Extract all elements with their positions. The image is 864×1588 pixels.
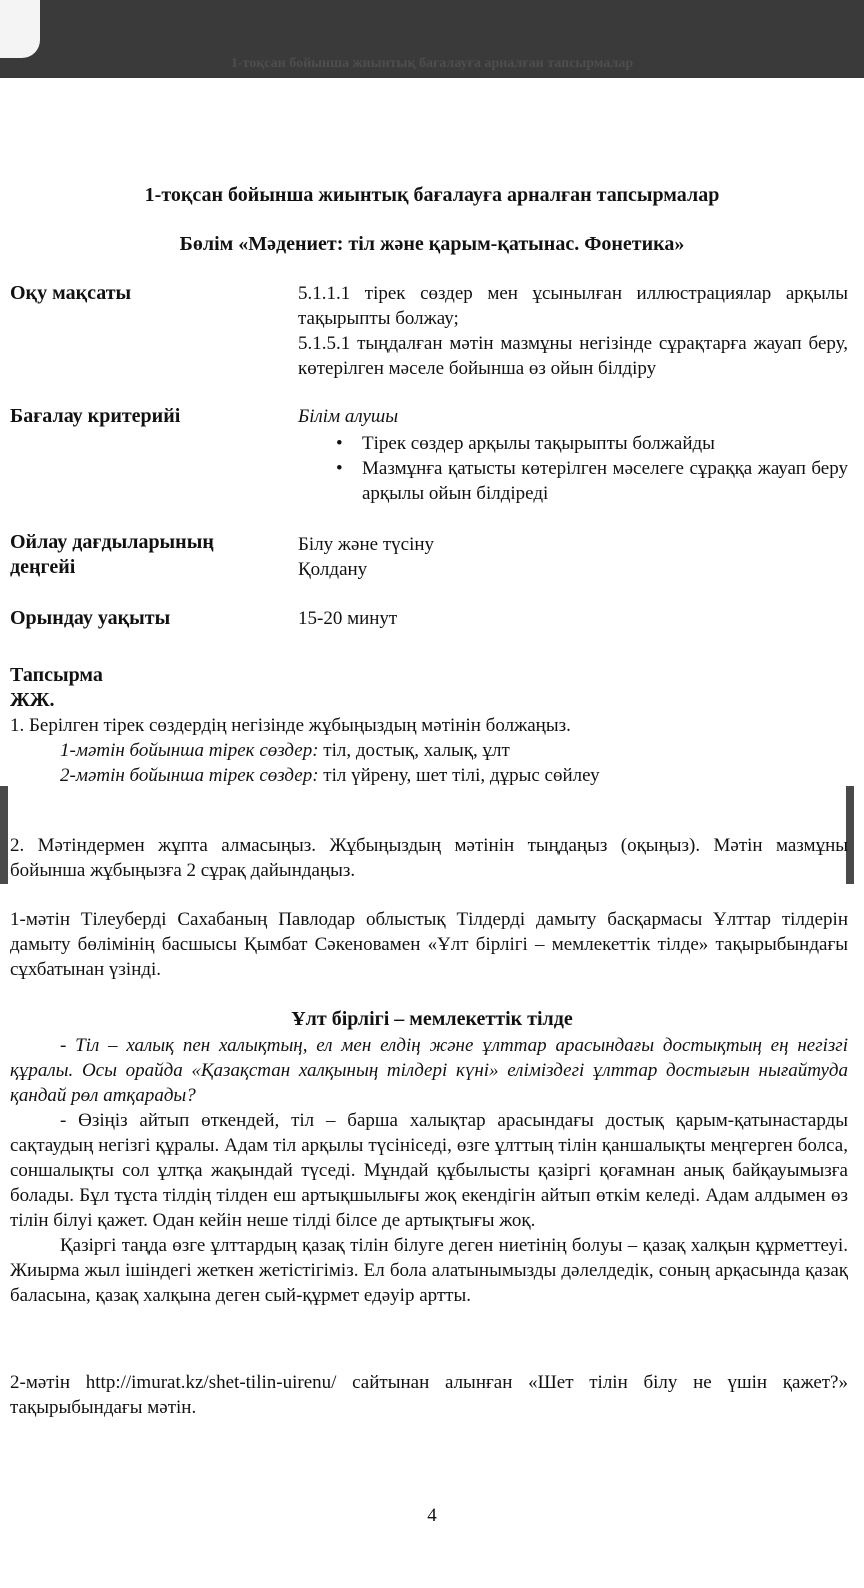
running-header: 1-тоқсан бойынша жиынтық бағалауға арналған тапсырмалар [230,56,634,71]
time-label: Орындау уақыты [10,607,171,629]
section-title: Бөлім «Мәдениет: тіл және қарым-қатынас. Фонетика» [179,233,685,255]
text2-keywords-label: 2-мәтін бойынша тірек сөздер: [60,765,319,786]
thinking-value-2: Қолдану [298,559,368,580]
text1-intro: 1-мәтін Тілеуберді Сахабаның Павлодар облыстық Тілдерді дамыту басқармасы Ұлттар тілдерін дамыту бөлімінің басшысы Қымбат Сәкеновамен «Ұлт бірлігі – мемлекеттік тілде» тақырыбындағы сұхбатынан үзінді. [10,909,848,980]
article-question: - Тіл – халық пен халықтың, ел мен елдің және ұлттар арасындағы достықтың ең негізгі құралы. Осы орайда «Қазақстан халқының тілдері күні» еліміздегі ұлттар достығын нығайтуда қандай рөл атқарады? [10,1035,848,1106]
viewer-corner-tab [0,0,40,58]
text1-keywords [10,738,848,763]
thinking-value [298,532,848,582]
goals-label: Оқу мақсаты [10,282,132,304]
thinking-label-line-2: деңгейі [10,556,76,578]
criteria-list [298,431,848,506]
article-body [10,1033,848,1308]
criteria-value [298,404,848,506]
task-heading: Тапсырма [10,664,103,686]
goals-value [298,281,848,381]
task-item-1: 1. Берілген тірек сөздердің негізінде жұбыңыздың мәтінін болжаңыз. [10,715,571,736]
goal-line-1: 5.1.1.1 тірек сөздер мен ұсынылған иллюстрациялар арқылы тақырыпты болжау; [298,283,848,329]
task-mode: ЖЖ. [10,689,55,711]
thinking-value-1: Білу және түсіну [298,534,435,555]
page-edge-mark-left [0,786,8,884]
goal-line-2: 5.1.5.1 тыңдалған мәтін мазмұны негізінде сұрақтарға жауап беру, көтерілген мәселе бойынша өз ойын білдіру [298,333,848,379]
criteria-label: Бағалау критерийі [10,405,181,427]
article-title: Ұлт бірлігі – мемлекеттік тілде [291,1008,573,1030]
document-title: 1-тоқсан бойынша жиынтық бағалауға арналған тапсырмалар [144,184,720,206]
criteria-item: • Мазмұнға қатысты көтерілген мәселеге сұраққа жауап беру арқылы ойын білдіреді [298,456,848,506]
text2-intro: 2-мәтін http://imurat.kz/shet-tilin-uirenu/ сайтынан алынған «Шет тілін білу не үшін қажет?» тақырыбындағы мәтін. [10,1372,848,1418]
article-answer-1: - Өзіңіз айтып өткендей, тіл – барша халықтар арасындағы достық қарым-қатынастарды сақтаудың негізгі құралы. Адам тіл арқылы түсініседі, өзге ұлттың тілін қаншалықты меңгерген болса, соншалықты сол ұлтқа жақындай түседі. Мұндай құбылысты қазіргі қоғамнан анық байқауымызға болады. Бұл тұста тілдің тілден еш артықшылығы жоқ екендігін айтып өткім келеді. Адам алдымен өз тілін білуі қажет. Одан кейін неше тілді білсе де артықтығы жоқ. [10,1110,848,1231]
criteria-intro: Білім алушы [298,406,399,427]
task-block [10,663,848,788]
text1-keywords-label: 1-мәтін бойынша тірек сөздер: [60,740,319,761]
task-item-2: 2. Мәтіндермен жұпта алмасыңыз. Жұбыңыздың мәтінін тыңдаңыз (оқыңыз). Мәтін мазмұны бойынша жұбыңызға 2 сұрақ дайындаңыз. [10,835,848,881]
page-number: 4 [427,1505,437,1526]
article-answer-2: Қазіргі таңда өзге ұлттардың қазақ тілін білуге деген ниетінің болуы – қазақ халқын құрметтеуі. Жиырма жыл ішіндегі жеткен жетістігіміз. Ел бола алатынымызды дәлелдедік, соның арқасында қазақ баласына, қазақ халқына деген сый-құрмет едәуір артты. [10,1235,848,1306]
text2-keywords [10,763,848,788]
time-value: 15-20 минут [298,608,398,629]
criteria-item: • Тірек сөздер арқылы тақырыпты болжайды [298,431,848,456]
text1-keywords-words: тіл, достық, халық, ұлт [318,740,510,761]
text2-keywords-words: тіл үйрену, шет тілі, дұрыс сөйлеу [318,765,600,786]
thinking-label [10,530,214,580]
thinking-label-line-1: Ойлау дағдыларының [10,531,214,553]
